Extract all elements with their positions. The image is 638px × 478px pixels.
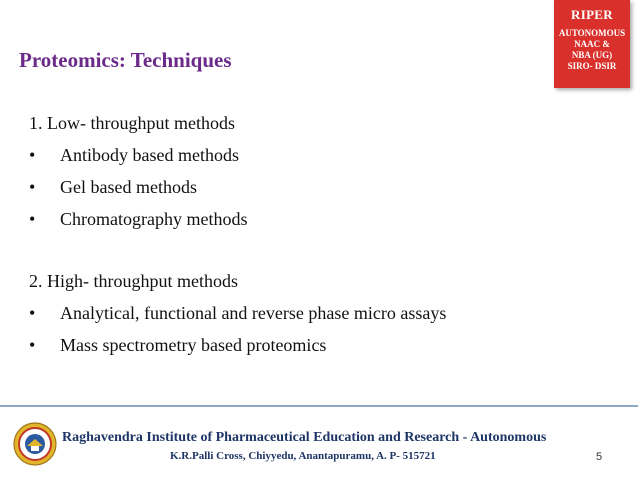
bullet-icon: • [29, 177, 36, 197]
slide-title: Proteomics: Techniques [19, 48, 232, 72]
bullet-icon: • [29, 145, 36, 165]
footer-institute-name: Raghavendra Institute of Pharmaceutical Education and Research - Autonomous [62, 430, 547, 445]
page-number: 5 [596, 451, 603, 463]
list-item-text: Mass spectrometry based proteomics [60, 335, 327, 355]
footer-address: K.R.Palli Cross, Chiyyedu, Anantapuramu, A. P- 515721 [170, 450, 436, 462]
bullet-icon: • [29, 209, 36, 229]
list-item-text: Analytical, functional and reverse phase micro assays [60, 303, 447, 323]
institution-badge [554, 0, 630, 88]
badge-line-naac: NAAC & [574, 39, 610, 49]
list-item-text: Antibody based methods [60, 145, 239, 165]
footer-divider [0, 405, 638, 407]
badge-line-nba: NBA (UG) [571, 50, 613, 60]
section-heading-low-throughput: 1. Low- throughput methods [29, 113, 235, 133]
list-item-text: Gel based methods [60, 177, 197, 197]
badge-line-autonomous: AUTONOMOUS [558, 28, 626, 38]
institute-logo-icon [13, 422, 57, 466]
bullet-icon: • [29, 335, 36, 355]
badge-title: RIPER [571, 7, 613, 22]
section-heading-high-throughput: 2. High- throughput methods [29, 271, 238, 291]
bullet-icon: • [29, 303, 36, 323]
badge-line-siro: SIRO- DSIR [567, 61, 617, 71]
list-item-text: Chromatography methods [60, 209, 248, 229]
